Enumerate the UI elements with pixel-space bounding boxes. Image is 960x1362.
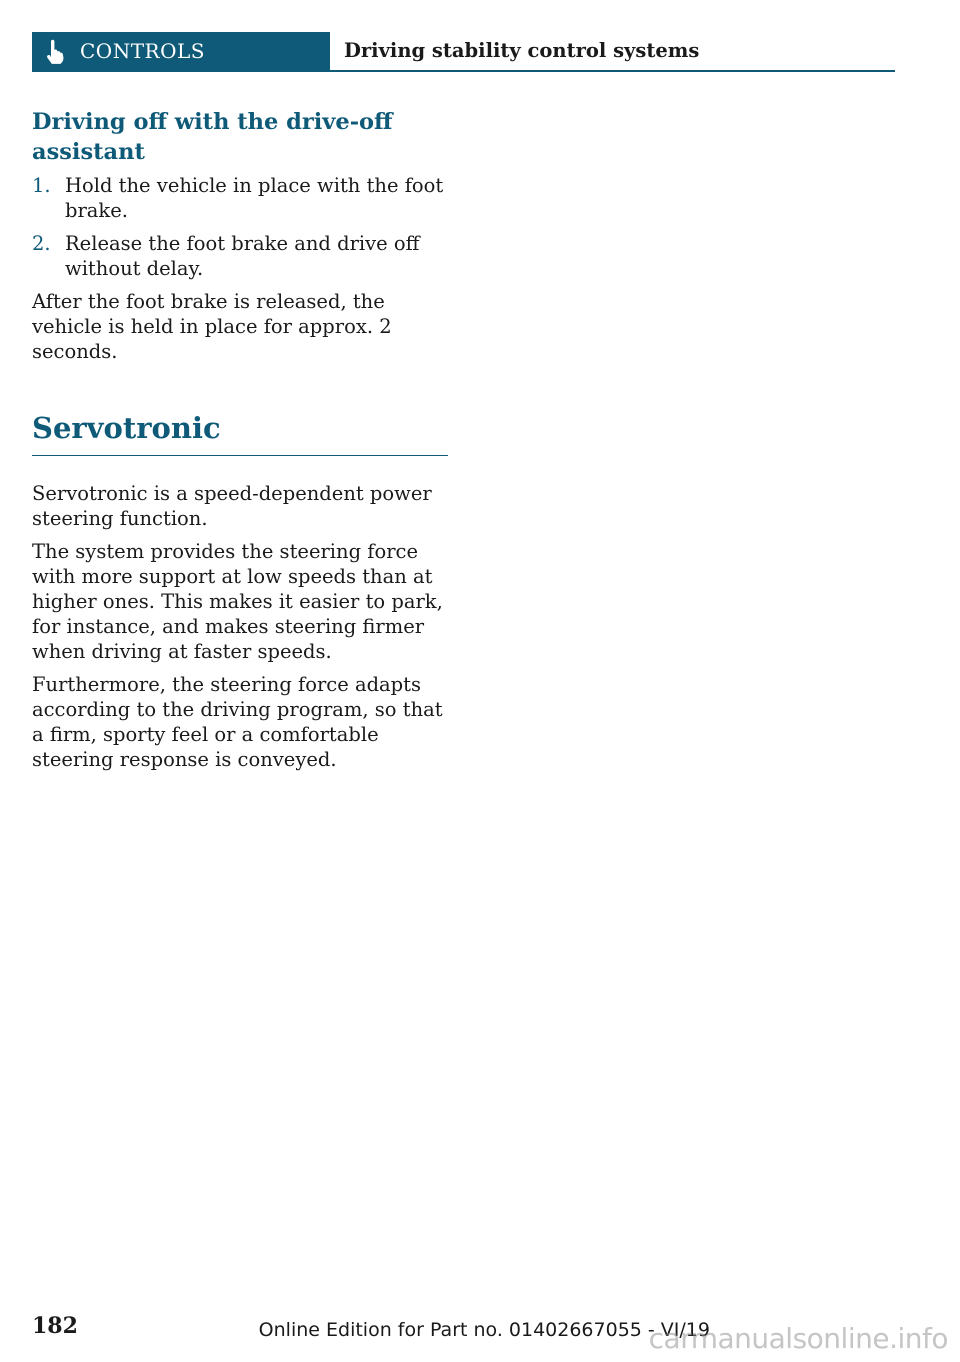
page-header (32, 32, 895, 72)
drive-off-heading: Driving off with the drive-off assistant (32, 109, 393, 165)
step-text: Release the foot brake and drive off without delay. (65, 232, 420, 280)
drive-off-note: After the foot brake is released, the vehicle is held in place for approx. 2 seconds. (32, 290, 392, 363)
page-topic: Driving stability control systems (344, 39, 700, 62)
step-number: 1. (32, 174, 51, 197)
servotronic-heading: Servotronic (32, 411, 221, 445)
paragraph: Furthermore, the steering force adapts according to the driving program, so that a firm, sporty feel or a comfortable steering response is conveyed. (32, 673, 443, 771)
step-number: 2. (32, 232, 51, 255)
paragraph: The system provides the steering force with more support at low speeds than at higher ones. This makes it easier to park, for instance, and makes steering firmer when driving at faster speeds. (32, 540, 443, 663)
paragraph: Servotronic is a speed-dependent power steering function. (32, 482, 432, 530)
drive-off-steps (32, 173, 452, 281)
edition-note: Online Edition for Part no. 01402667055 - VI/19 (258, 1319, 710, 1341)
header-divider (32, 70, 895, 72)
main-column (32, 107, 452, 780)
section-tab (32, 32, 330, 70)
hand-pointer-icon (42, 39, 66, 65)
list-item (32, 173, 452, 223)
page-number: 182 (32, 1313, 78, 1339)
step-text: Hold the vehicle in place with the foot brake. (65, 174, 444, 222)
watermark: carmanualsonline.info (648, 1322, 948, 1355)
heading-divider (32, 455, 448, 456)
section-label: CONTROLS (80, 39, 205, 63)
list-item (32, 231, 452, 281)
